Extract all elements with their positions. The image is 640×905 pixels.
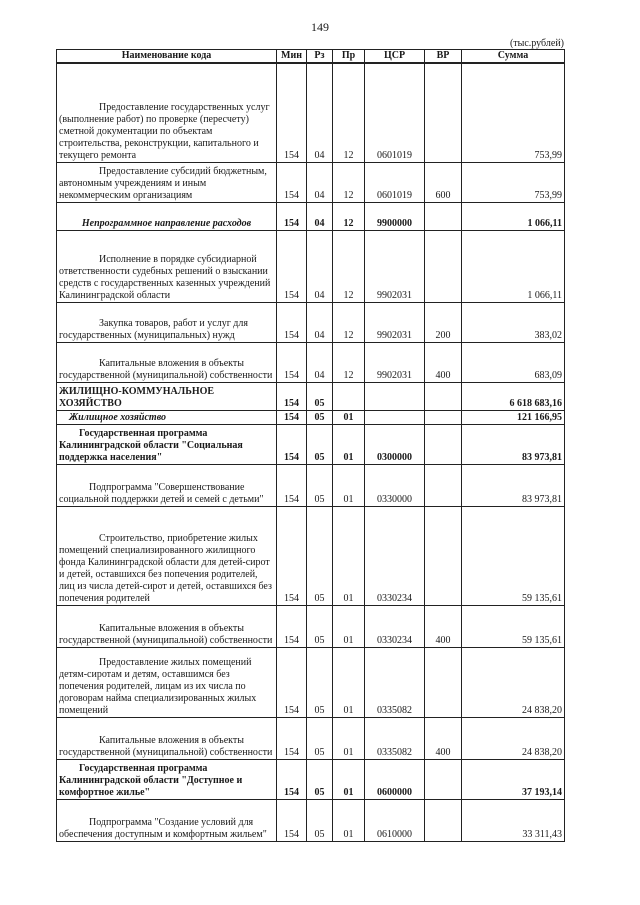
- table-row: [57, 342, 565, 382]
- row-pr-cell: 12: [333, 63, 365, 162]
- row-vr-cell: 400: [425, 605, 462, 647]
- row-sum-cell: 6 618 683,16: [462, 382, 565, 410]
- row-csr-cell: 0610000: [365, 799, 425, 841]
- row-vr-cell: [425, 506, 462, 605]
- table-header-row: [57, 50, 565, 64]
- row-name-cell: Капитальные вложения в объекты государственной (муниципальной) собственности: [57, 717, 277, 759]
- row-csr-cell: [365, 410, 425, 424]
- table-row: [57, 605, 565, 647]
- table-row: [57, 717, 565, 759]
- row-name-cell: Подпрограмма "Создание условий для обеспечения доступным и комфортным жильем": [57, 799, 277, 841]
- row-min-cell: 154: [277, 506, 307, 605]
- row-min-cell: 154: [277, 647, 307, 717]
- row-vr-cell: 400: [425, 342, 462, 382]
- row-min-cell: 154: [277, 717, 307, 759]
- row-min-cell: 154: [277, 464, 307, 506]
- row-rz-cell: 05: [307, 799, 333, 841]
- row-vr-cell: 600: [425, 162, 462, 202]
- row-csr-cell: 0601019: [365, 63, 425, 162]
- row-vr-cell: [425, 202, 462, 230]
- row-min-cell: 154: [277, 230, 307, 302]
- row-sum-cell: 83 973,81: [462, 424, 565, 464]
- table-row: [57, 464, 565, 506]
- row-pr-cell: [333, 382, 365, 410]
- row-min-cell: 154: [277, 162, 307, 202]
- row-vr-cell: 400: [425, 717, 462, 759]
- row-pr-cell: 01: [333, 799, 365, 841]
- row-csr-cell: 0600000: [365, 759, 425, 799]
- table-row: [57, 410, 565, 424]
- row-min-cell: 154: [277, 759, 307, 799]
- table-row: [57, 506, 565, 605]
- row-pr-cell: 01: [333, 605, 365, 647]
- row-min-cell: 154: [277, 63, 307, 162]
- row-rz-cell: 05: [307, 506, 333, 605]
- row-sum-cell: 753,99: [462, 63, 565, 162]
- header-min: Мин: [277, 50, 307, 64]
- row-sum-cell: 59 135,61: [462, 605, 565, 647]
- row-pr-cell: 01: [333, 506, 365, 605]
- row-rz-cell: 05: [307, 759, 333, 799]
- header-name: Наименование кода: [57, 50, 277, 64]
- row-pr-cell: 01: [333, 647, 365, 717]
- row-pr-cell: 12: [333, 202, 365, 230]
- row-rz-cell: 04: [307, 63, 333, 162]
- row-vr-cell: [425, 464, 462, 506]
- row-pr-cell: 12: [333, 342, 365, 382]
- row-csr-cell: 9900000: [365, 202, 425, 230]
- row-csr-cell: 0330000: [365, 464, 425, 506]
- row-csr-cell: 0335082: [365, 647, 425, 717]
- row-vr-cell: [425, 410, 462, 424]
- row-min-cell: 154: [277, 605, 307, 647]
- row-name-cell: Капитальные вложения в объекты государственной (муниципальной) собственности: [57, 605, 277, 647]
- header-rz: Рз: [307, 50, 333, 64]
- table-row: [57, 202, 565, 230]
- units-label: (тыс.рублей): [509, 38, 564, 49]
- row-pr-cell: 12: [333, 230, 365, 302]
- row-rz-cell: 05: [307, 464, 333, 506]
- row-min-cell: 154: [277, 410, 307, 424]
- row-sum-cell: 24 838,20: [462, 647, 565, 717]
- row-vr-cell: [425, 759, 462, 799]
- table-row: [57, 799, 565, 841]
- row-name-cell: Исполнение в порядке субсидиарной ответственности судебных решений о взыскании средств с государственных казенных учреждений Калининградской области: [57, 230, 277, 302]
- row-vr-cell: [425, 63, 462, 162]
- row-sum-cell: 1 066,11: [462, 202, 565, 230]
- row-pr-cell: 01: [333, 717, 365, 759]
- row-rz-cell: 05: [307, 717, 333, 759]
- row-sum-cell: 24 838,20: [462, 717, 565, 759]
- row-csr-cell: 0601019: [365, 162, 425, 202]
- row-vr-cell: [425, 424, 462, 464]
- row-pr-cell: 01: [333, 464, 365, 506]
- header-vr: ВР: [425, 50, 462, 64]
- row-csr-cell: 0330234: [365, 605, 425, 647]
- table-row: [57, 759, 565, 799]
- row-name-cell: Государственная программа Калининградской области "Доступное и комфортное жилье": [57, 759, 277, 799]
- row-min-cell: 154: [277, 202, 307, 230]
- row-rz-cell: 04: [307, 342, 333, 382]
- row-csr-cell: [365, 382, 425, 410]
- row-vr-cell: [425, 382, 462, 410]
- row-name-cell: Подпрограмма "Совершенствование социальной поддержки детей и семей с детьми": [57, 464, 277, 506]
- row-name-cell: Предоставление жилых помещений детям-сиротам и детям, оставшимся без попечения родителей, лицам из их числа по договорам найма специализированных жилых помещений: [57, 647, 277, 717]
- table-row: [57, 230, 565, 302]
- row-rz-cell: 04: [307, 230, 333, 302]
- table-row: [57, 647, 565, 717]
- row-name-cell: Предоставление государственных услуг (выполнение работ) по проверке (пересчету) сметной документации по объектам строительства, реконструкции, капитального и текущего ремонта: [57, 63, 277, 162]
- row-min-cell: 154: [277, 382, 307, 410]
- row-vr-cell: [425, 647, 462, 717]
- row-name-cell: Капитальные вложения в объекты государственной (муниципальной) собственности: [57, 342, 277, 382]
- row-csr-cell: 0335082: [365, 717, 425, 759]
- row-csr-cell: 9902031: [365, 230, 425, 302]
- header-csr: ЦСР: [365, 50, 425, 64]
- row-rz-cell: 05: [307, 424, 333, 464]
- row-name-cell: Закупка товаров, работ и услуг для государственных (муниципальных) нужд: [57, 302, 277, 342]
- table-row: [57, 302, 565, 342]
- row-min-cell: 154: [277, 799, 307, 841]
- row-sum-cell: 33 311,43: [462, 799, 565, 841]
- row-rz-cell: 05: [307, 647, 333, 717]
- row-rz-cell: 05: [307, 605, 333, 647]
- table-row: [57, 382, 565, 410]
- row-sum-cell: 1 066,11: [462, 230, 565, 302]
- table-row: [57, 424, 565, 464]
- budget-table: [56, 49, 565, 842]
- row-name-cell: Предоставление субсидий бюджетным, автономным учреждениям и иным некоммерческим организациям: [57, 162, 277, 202]
- row-min-cell: 154: [277, 424, 307, 464]
- row-sum-cell: 121 166,95: [462, 410, 565, 424]
- row-vr-cell: [425, 799, 462, 841]
- row-pr-cell: 01: [333, 759, 365, 799]
- row-rz-cell: 04: [307, 162, 333, 202]
- row-csr-cell: 9902031: [365, 302, 425, 342]
- row-sum-cell: 37 193,14: [462, 759, 565, 799]
- row-name-cell: Государственная программа Калининградской области "Социальная поддержка населения": [57, 424, 277, 464]
- row-rz-cell: 04: [307, 202, 333, 230]
- row-min-cell: 154: [277, 302, 307, 342]
- row-csr-cell: 0330234: [365, 506, 425, 605]
- row-min-cell: 154: [277, 342, 307, 382]
- row-sum-cell: 383,02: [462, 302, 565, 342]
- row-sum-cell: 753,99: [462, 162, 565, 202]
- row-name-cell: ЖИЛИЩНО-КОММУНАЛЬНОЕ ХОЗЯЙСТВО: [57, 382, 277, 410]
- row-pr-cell: 01: [333, 410, 365, 424]
- row-pr-cell: 12: [333, 162, 365, 202]
- header-pr: Пр: [333, 50, 365, 64]
- row-csr-cell: 0300000: [365, 424, 425, 464]
- row-vr-cell: [425, 230, 462, 302]
- row-rz-cell: 04: [307, 302, 333, 342]
- row-sum-cell: 83 973,81: [462, 464, 565, 506]
- table-row: [57, 63, 565, 162]
- row-pr-cell: 12: [333, 302, 365, 342]
- row-sum-cell: 683,09: [462, 342, 565, 382]
- row-rz-cell: 05: [307, 410, 333, 424]
- page-number: 149: [311, 20, 329, 34]
- row-vr-cell: 200: [425, 302, 462, 342]
- row-rz-cell: 05: [307, 382, 333, 410]
- row-name-cell: Строительство, приобретение жилых помещений специализированного жилищного фонда Калининградской области для детей-сирот и детей, оставшихся без попечения родителей, лиц из числа детей-сирот и детей, оставшихся без попечения родителей: [57, 506, 277, 605]
- header-sum: Сумма: [462, 50, 565, 64]
- row-name-cell: Непрограммное направление расходов: [57, 202, 277, 230]
- row-pr-cell: 01: [333, 424, 365, 464]
- row-name-cell: Жилищное хозяйство: [57, 410, 277, 424]
- row-sum-cell: 59 135,61: [462, 506, 565, 605]
- table-row: [57, 162, 565, 202]
- row-csr-cell: 9902031: [365, 342, 425, 382]
